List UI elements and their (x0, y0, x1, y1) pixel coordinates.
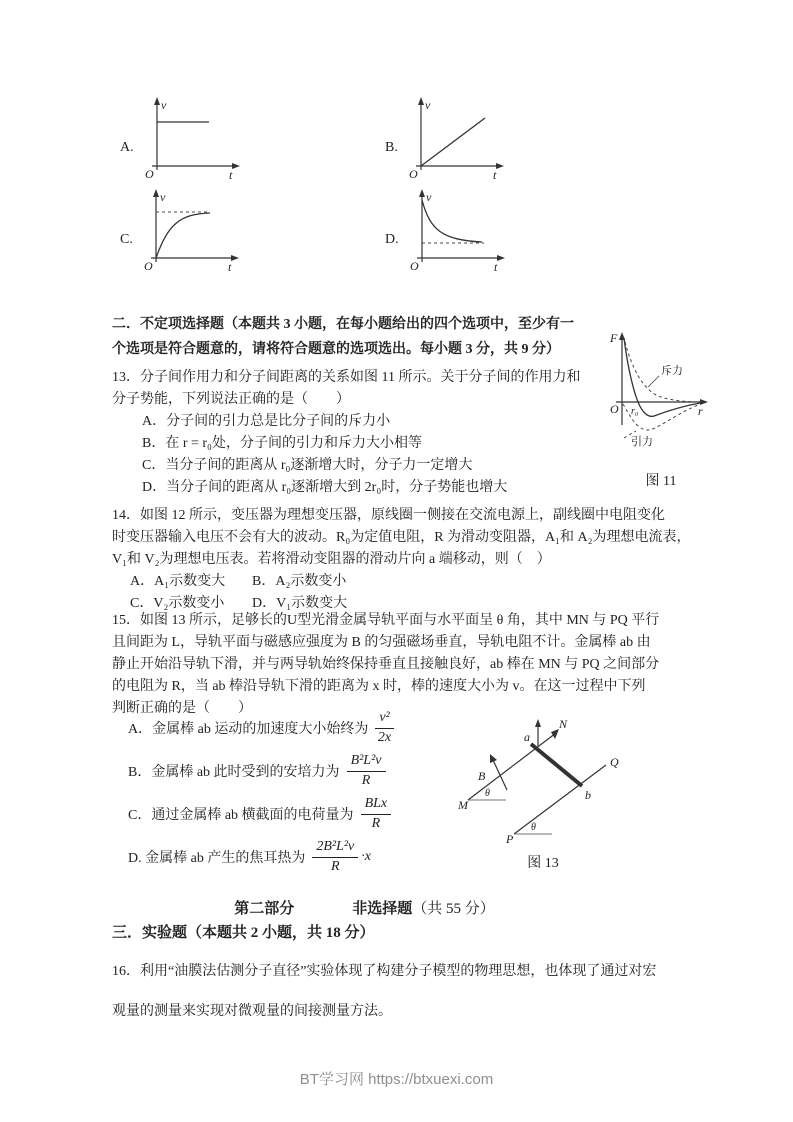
t-axis-label: t (492, 168, 497, 182)
section2-line2: 个选项是符合题意的，请将符合题意的选项选出。每小题 3 分，共 9 分） (112, 342, 560, 357)
x-axis-arrow (497, 255, 505, 261)
label-q: Q (610, 755, 619, 769)
r0-tick-label: r₀ (631, 406, 639, 417)
graph-d-plot (408, 188, 508, 276)
label-a: a (524, 730, 530, 744)
part2-header (112, 897, 617, 918)
resultant-force-curve (624, 338, 700, 416)
q16-line2: 观量的测量来实现对微观量的间接测量方法。 (112, 1004, 392, 1019)
rail-mn-arrow (551, 729, 559, 739)
x-axis-arrow (231, 255, 239, 261)
graph-option-b (385, 96, 507, 184)
part2-subtitle: 非选择题 (352, 901, 413, 917)
q13-option-c: C．当分子间的距离从 r₀逐渐增大时，分子力一定增大 (142, 458, 473, 473)
q16-line1: 16．利用“油膜法估测分子直径”实验体现了构建分子模型的物理思想，也体现了通过对宏 (112, 964, 657, 979)
origin-label: O (408, 167, 418, 181)
decaying-curve (422, 200, 482, 242)
q14-stem-line2: 时变压器输入电压不会有大的波动。R₀为定值电阻，R 为滑动变阻器，A₁和 A₂为理想电流表， (112, 530, 691, 545)
graph-c-plot (142, 188, 242, 276)
q14-option-c: C．V₂示数变小 (130, 596, 225, 611)
footer-watermark (0, 1068, 793, 1089)
y-axis-arrow (418, 97, 424, 105)
rail-pq (514, 765, 606, 834)
section2-line1: 二．不定项选择题（本题共 3 小题，在每小题给出的四个选项中，至少有一 (112, 317, 574, 332)
q15-options (128, 708, 397, 880)
graph-option-d-label: D. (385, 232, 399, 247)
section3-score: （本题共 2 小题，共 18 分） (187, 925, 375, 941)
figure-11-plot (606, 330, 711, 462)
q14-options (130, 571, 410, 615)
q14-option-a: A．A₁示数变大 (130, 574, 226, 589)
q13-stem-line2: 分子势能，下列说法正确的是（ ） (112, 392, 350, 407)
q13-option-d: D．当分子间的距离从 r₀逐渐增大到 2r₀时，分子势能也增大 (142, 480, 508, 495)
label-m: M (458, 798, 468, 812)
footer-text: BT学习网 https://btxuexi.com (299, 1071, 494, 1088)
section3-label: 三．实验题 (112, 925, 188, 941)
q13-option-a: A．分子间的引力总是比分子间的斥力小 (142, 414, 391, 429)
q14-stem-line1: 14．如图 12 所示，变压器为理想变压器，原线圈一侧接在交流电源上，副线圈中电阻变化 (112, 508, 665, 523)
label-b: b (585, 788, 591, 802)
r-axis-label: r (698, 404, 703, 418)
q15-option-c-text: C．通过金属棒 ab 横截面的电荷量为 (128, 808, 354, 823)
graph-option-d (385, 188, 508, 276)
b-field-arrow (493, 760, 507, 790)
rising-line (421, 118, 485, 166)
origin-label: O (610, 402, 619, 416)
q14-option-b: B．A₂示数变小 (252, 574, 347, 589)
q15-stem-line4: 的电阻为 R，当 ab 棒沿导轨下滑的距离为 x 时，棒的速度大小为 v。在这一过程中下列 (112, 679, 646, 694)
x-axis-arrow (496, 163, 504, 169)
q15-option-a (128, 708, 397, 748)
q15-option-a-fraction: $\frac{\text{v²}}{2x}$ (375, 710, 393, 745)
figure-11 (606, 330, 716, 490)
q15-option-c (128, 794, 397, 834)
label-n: N (559, 717, 568, 731)
x-axis-arrow (232, 163, 240, 169)
label-theta-p: θ (531, 822, 536, 833)
f-axis-label: F (610, 331, 618, 345)
graph-option-a (120, 96, 243, 184)
t-axis-label: t (227, 260, 232, 274)
q15-stem-line3: 静止开始沿导轨下滑，并与两导轨始终保持垂直且接触良好，ab 棒在 MN 与 PQ 之间部分 (112, 657, 660, 672)
y-axis-arrow (419, 189, 425, 197)
section3-header (112, 922, 512, 944)
q15-option-c-fraction: $\frac{\text{BLx}}{R}$ (361, 796, 392, 831)
q13-option-b: B．在 r = r₀处，分子间的引力和斥力大小相等 (142, 436, 422, 451)
question-14 (112, 505, 697, 615)
vertical-arrow-head (535, 719, 541, 727)
q15-option-b-fraction: $\frac{\text{B²L²v}}{R}$ (347, 753, 386, 788)
q13-stem-line1: 13．分子间作用力和分子间距离的关系如图 11 所示。关于分子间的作用力和 (112, 370, 581, 385)
question-13 (112, 367, 617, 499)
repulsion-leader-line (648, 376, 659, 387)
q15-stem-line2: 且间距为 L，导轨平面与磁感应强度为 B 的匀强磁场垂直，导轨电阻不计。金属棒 ab 由 (112, 635, 651, 650)
graph-option-c (120, 188, 242, 276)
q15-option-d-text: D. 金属棒 ab 产生的焦耳热为 (128, 851, 306, 866)
graph-option-b-label: B. (385, 140, 398, 155)
label-theta-m: θ (485, 788, 490, 799)
q15-option-d-fraction: $\frac{\text{2B²L²v}}{R}$ (312, 839, 358, 874)
q14-stem-line3: V₁和 V₂为理想电压表。若将滑动变阻器的滑动片向 a 端移动，则（ ） (112, 552, 551, 567)
v-axis-label: v (424, 98, 431, 112)
graph-a-plot (143, 96, 243, 184)
q15-option-b (128, 751, 397, 791)
question-15 (112, 610, 702, 720)
part2-score: （共 55 分） (412, 901, 495, 917)
attraction-label: 引力 (631, 436, 653, 448)
q15-option-d (128, 837, 397, 877)
q15-option-d-suffix: ·x (361, 849, 371, 864)
t-axis-label: t (493, 260, 497, 274)
part2-title: 第二部分 (234, 901, 295, 917)
origin-label: O (409, 259, 419, 273)
rail-mn (468, 733, 556, 800)
figure-13 (458, 716, 628, 872)
figure-11-caption: 图 11 (645, 474, 677, 489)
q15-option-a-text: A．金属棒 ab 运动的加速度大小始终为 (128, 722, 369, 737)
label-field-b: B (478, 769, 486, 783)
q15-option-b-text: B．金属棒 ab 此时受到的安培力为 (128, 765, 340, 780)
q15-stem-line5: 判断正确的是（ ） (112, 701, 252, 716)
q14-option-d: D．V₁示数变大 (252, 596, 348, 611)
section2-header (112, 312, 622, 362)
saturating-curve (156, 213, 210, 258)
y-axis-arrow (154, 97, 160, 105)
question-16 (112, 952, 692, 1032)
graph-option-c-label: C. (120, 232, 133, 247)
graph-option-a-label: A. (120, 140, 134, 155)
t-axis-label: t (228, 168, 232, 182)
figure-13-diagram (458, 716, 628, 844)
v-axis-label: v (159, 190, 166, 204)
graph-b-plot (407, 96, 507, 184)
y-axis-arrow (153, 189, 159, 197)
repulsion-label: 斥力 (661, 365, 683, 377)
label-p: P (506, 832, 514, 844)
origin-label: O (144, 167, 154, 181)
q15-stem-line1: 15．如图 13 所示，足够长的U型光滑金属导轨平面与水平面呈 θ 角，其中 MN 与 PQ 平行 (112, 613, 660, 628)
rod-ab (531, 744, 582, 786)
v-axis-label: v (160, 98, 166, 112)
origin-label: O (143, 259, 153, 273)
figure-13-caption: 图 13 (527, 856, 559, 871)
v-axis-label: v (425, 190, 431, 204)
